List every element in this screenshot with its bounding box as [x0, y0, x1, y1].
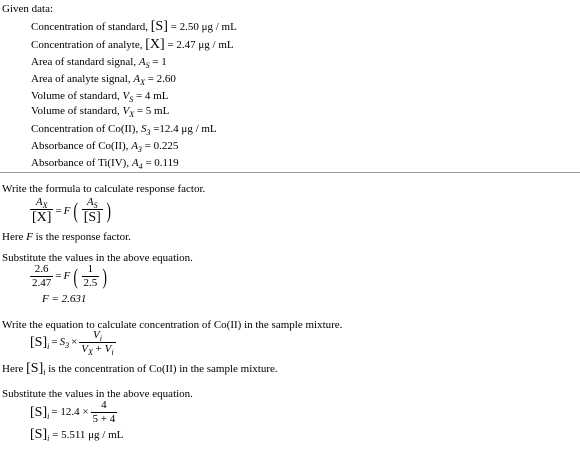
given-item: Area of analyte signal, $A_X = 2.60$ [31, 73, 176, 87]
step2-instruction: Substitute the values in the above equation. [2, 252, 193, 264]
volume-fraction: $\frac{V_i}{V_X + V_i}$ [81, 329, 114, 357]
step1-instruction: Write the formula to calculate response factor. [2, 183, 206, 195]
given-item: Absorbance of Ti(IV), $A_4 = 0.119$ [31, 157, 179, 171]
response-factor-substitution: $\frac{2.6}{2.47}$ = F ( $\frac{1}{2.5}$ ) [32, 263, 108, 289]
substituted-fraction: $\frac{2.6}{2.47}$ [32, 263, 52, 289]
given-item: Volume of standard, $V_S = 4$ mL [31, 90, 169, 104]
given-heading: Given data: [2, 3, 54, 15]
substituted-volume-fraction: $\frac{4}{5 + 4}$ [92, 399, 116, 425]
concentration-result: $[S]_i = 5.511$ μg / mL [30, 427, 124, 443]
given-item: Volume of standard, $V_X = 5$ mL [31, 105, 170, 119]
step1-note: Here F is the response factor. [2, 231, 131, 243]
response-factor-formula: $\frac{A_X}{[X]}$ = F ( $\frac{A_S}{[S]}$ ) [32, 196, 111, 225]
given-item: Absorbance of Co(II), $A_3 = 0.225$ [31, 140, 179, 154]
concentration-substitution: $[S]_i$ = 12.4 × $\frac{4}{5 + 4}$ [30, 399, 116, 425]
inner-fraction: $\frac{1}{2.5}$ [83, 263, 98, 289]
section-divider [0, 172, 580, 173]
given-item: Area of standard signal, $A_S = 1$ [31, 56, 167, 70]
step3-note: Here $[S]_i$ is the concentration of Co(II) in the sample mixture. [2, 361, 278, 377]
step4-instruction: Substitute the values in the above equation. [2, 388, 193, 400]
response-factor-result: F = 2.631 [42, 293, 87, 305]
formula-left-fraction: $\frac{A_X}{[X]}$ [32, 196, 52, 225]
concentration-formula: $[S]_i$ = $S_3$ × $\frac{V_i}{V_X + V_i}$ [30, 329, 114, 357]
given-item: Concentration of standard, [S] = 2.50 μg / mL [31, 19, 237, 34]
given-item: Concentration of analyte, [X] = 2.47 μg / mL [31, 37, 234, 52]
step3-instruction: Write the equation to calculate concentration of Co(II) in the sample mixture. [2, 319, 343, 331]
given-item: Concentration of Co(II), $S_3 =12.4$ μg / mL [31, 123, 217, 137]
formula-right-fraction: $\frac{A_S}{[S]}$ [83, 196, 101, 225]
